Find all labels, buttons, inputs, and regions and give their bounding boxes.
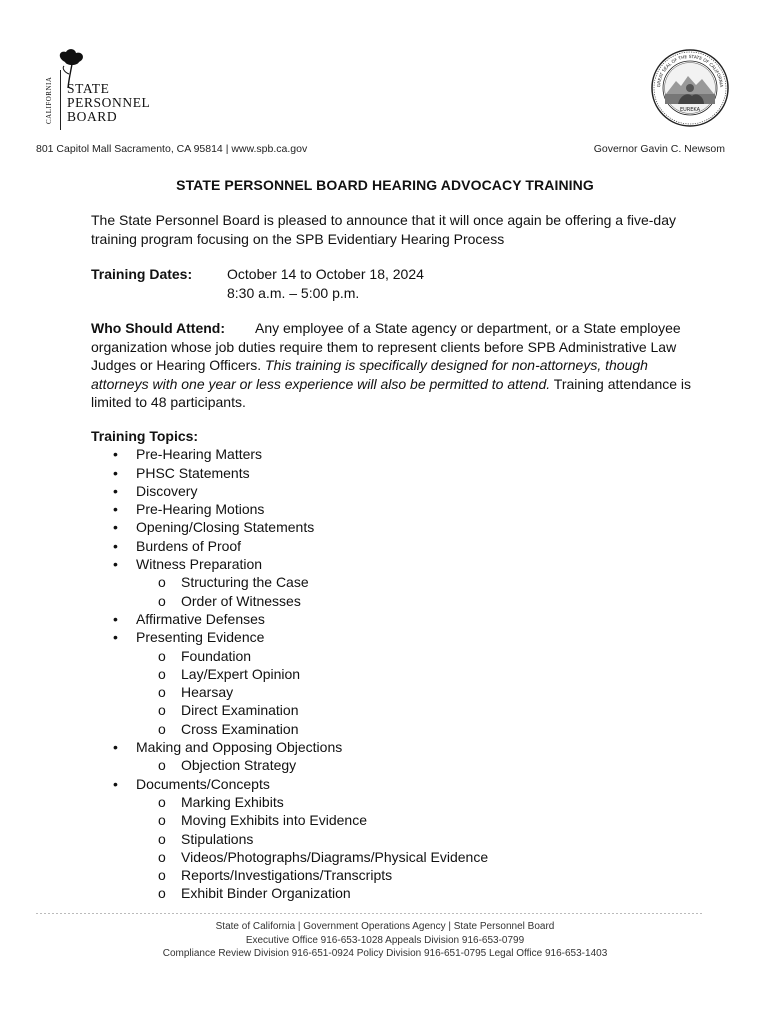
who-should-attend-text: Any employee of a State agency or department, or a State employee organization whose job duties require them to represent clients before SPB Administrative Law Judges or Hearing Officers. — [91, 320, 681, 373]
bullet-icon: • — [113, 501, 118, 518]
bullet-icon: • — [113, 537, 118, 554]
address-line: 801 Capitol Mall Sacramento, CA 95814 | www.spb.ca.gov — [36, 143, 308, 155]
subtopic-label: Order of Witnesses — [181, 592, 301, 609]
topic-item — [91, 482, 488, 500]
sub-bullet-icon: o — [158, 720, 166, 737]
subtopic-label: Structuring the Case — [181, 574, 309, 591]
subtopic-item — [91, 665, 488, 683]
bullet-icon: • — [113, 610, 118, 627]
sub-bullet-icon: o — [158, 757, 166, 774]
spb-logo — [45, 50, 155, 130]
logo-line-board: BOARD — [67, 109, 118, 124]
subtopic-label: Moving Exhibits into Evidence — [181, 812, 367, 829]
topic-label: Making and Opposing Objections — [136, 739, 343, 756]
subtopic-item — [91, 811, 488, 829]
who-should-attend — [91, 319, 691, 412]
bullet-icon: • — [113, 775, 118, 792]
governor-line: Governor Gavin C. Newsom — [593, 143, 725, 155]
training-topics-label: Training Topics: — [91, 428, 199, 444]
topic-item — [91, 610, 488, 628]
training-dates — [91, 265, 691, 302]
seal-ring-text: GREAT SEAL OF THE STATE OF CALIFORNIA — [656, 54, 724, 88]
subtopic-label: Marking Exhibits — [181, 793, 284, 810]
topic-label: Opening/Closing Statements — [136, 519, 315, 536]
subtopic-label: Videos/Photographs/Diagrams/Physical Evidence — [181, 848, 489, 865]
topic-label: Witness Preparation — [136, 556, 263, 573]
subtopic-item — [91, 884, 488, 902]
subtopic-item — [91, 793, 488, 811]
subtopic-label: Reports/Investigations/Transcripts — [181, 867, 393, 884]
sub-bullet-icon: o — [158, 885, 166, 902]
bullet-icon: • — [113, 446, 118, 463]
subtopic-label: Cross Examination — [181, 720, 299, 737]
bullet-icon: • — [113, 629, 118, 646]
subtopic-label: Foundation — [181, 647, 252, 664]
subtopic-item — [91, 720, 488, 738]
sub-bullet-icon: o — [158, 848, 166, 865]
topic-item — [91, 628, 488, 646]
seal-motto: EUREKA — [679, 107, 701, 113]
topic-item — [91, 500, 488, 518]
subtopic-label: Lay/Expert Opinion — [181, 665, 301, 682]
attendance-limit: Training attendance is limited to 48 participants. — [91, 375, 692, 410]
training-dates-range: October 14 to October 18, 2024 — [227, 266, 424, 282]
subtopic-item — [91, 683, 488, 701]
sub-bullet-icon: o — [158, 793, 166, 810]
subtopic-item — [91, 573, 488, 591]
footer-divisions-line: Compliance Review Division 916-651-0924 Policy Division 916-651-0795 Legal Office 916-653-1403 — [162, 948, 608, 959]
topic-label: Documents/Concepts — [136, 775, 270, 792]
subtopic-label: Hearsay — [181, 684, 234, 701]
california-vertical-label: CALIFORNIA — [45, 76, 53, 124]
subtopic-item — [91, 866, 488, 884]
topic-label: Presenting Evidence — [136, 629, 265, 646]
topic-item — [91, 464, 488, 482]
topic-label: Discovery — [136, 482, 198, 499]
bullet-icon: • — [113, 464, 118, 481]
bullet-icon: • — [113, 556, 118, 573]
topic-item — [91, 445, 488, 463]
subtopic-item — [91, 592, 488, 610]
topic-item — [91, 537, 488, 555]
sub-bullet-icon: o — [158, 830, 166, 847]
subtopic-label: Direct Examination — [181, 702, 299, 719]
subtopic-item — [91, 701, 488, 719]
subtopic-item — [91, 830, 488, 848]
bullet-icon: • — [113, 482, 118, 499]
topic-label: PHSC Statements — [136, 464, 250, 481]
topic-label: Pre-Hearing Motions — [136, 501, 265, 518]
subtopic-label: Objection Strategy — [181, 757, 297, 774]
footer-agency-line: State of California | Government Operations Agency | State Personnel Board — [215, 921, 555, 932]
subtopic-item — [91, 848, 488, 866]
training-topics — [91, 427, 488, 903]
sub-bullet-icon: o — [158, 592, 166, 609]
topic-item — [91, 555, 488, 573]
logo-line-personnel: PERSONNEL — [67, 95, 151, 110]
training-dates-label: Training Dates: — [91, 266, 193, 282]
state-seal-icon — [650, 48, 730, 128]
sub-bullet-icon: o — [158, 574, 166, 591]
topic-item — [91, 518, 488, 536]
intro-paragraph: The State Personnel Board is pleased to announce that it will once again be offering a five-day training program focusing on the SPB Evidentiary Hearing Process — [91, 212, 677, 247]
bullet-icon: • — [113, 519, 118, 536]
topic-item — [91, 775, 488, 793]
subtopic-label: Exhibit Binder Organization — [181, 885, 351, 902]
topic-list — [91, 445, 488, 902]
sub-bullet-icon: o — [158, 684, 166, 701]
sub-bullet-icon: o — [158, 702, 166, 719]
footer-divider — [36, 913, 704, 914]
bullet-icon: • — [113, 739, 118, 756]
who-should-attend-note: This training is specifically designed for non-attorneys, though attorneys with one year or less experience will also be permitted to attend. — [91, 357, 648, 392]
subtopic-item — [91, 647, 488, 665]
footer-contacts-line: Executive Office 916-653-1028 Appeals Division 916-653-0799 — [245, 935, 525, 946]
sub-bullet-icon: o — [158, 665, 166, 682]
subtopic-label: Stipulations — [181, 830, 254, 847]
who-should-attend-label: Who Should Attend: — [91, 320, 225, 336]
training-dates-hours: 8:30 a.m. – 5:00 p.m. — [227, 284, 360, 301]
document-title: STATE PERSONNEL BOARD HEARING ADVOCACY TRAINING — [176, 177, 594, 193]
subtopic-item — [91, 756, 488, 774]
sub-bullet-icon: o — [158, 812, 166, 829]
topic-label: Affirmative Defenses — [136, 610, 265, 627]
logo-line-state: STATE — [67, 81, 110, 96]
sub-bullet-icon: o — [158, 647, 166, 664]
topic-label: Pre-Hearing Matters — [136, 446, 263, 463]
logo-divider — [60, 70, 61, 130]
sub-bullet-icon: o — [158, 867, 166, 884]
topic-item — [91, 738, 488, 756]
topic-label: Burdens of Proof — [136, 537, 242, 554]
